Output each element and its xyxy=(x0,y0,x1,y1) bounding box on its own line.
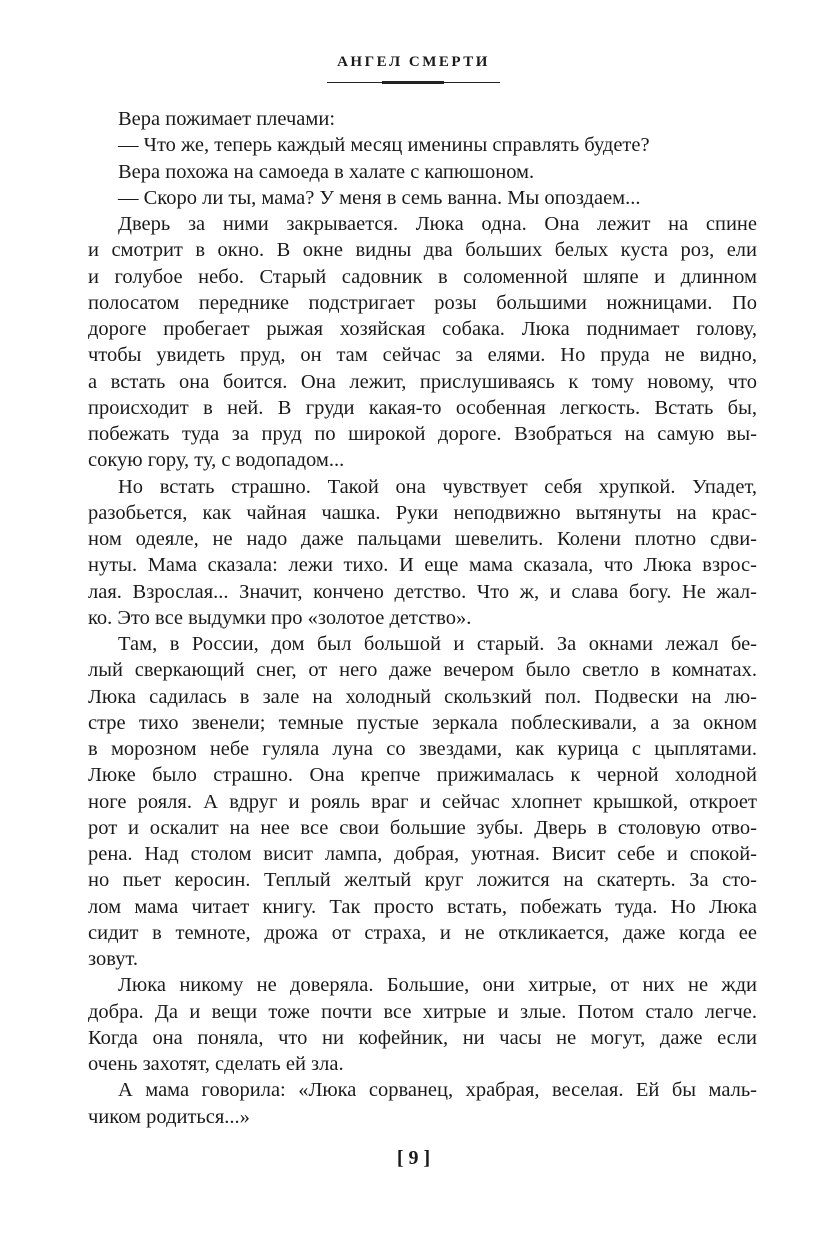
header-rule-ornament xyxy=(382,81,444,84)
paragraph xyxy=(88,132,757,158)
text-line: но пьет керосин. Теплый желтый круг ложится на скатерть. За сто- xyxy=(88,869,757,892)
text-line: и смотрит в окно. В окне видны два больших белых куста роз, ели xyxy=(88,239,757,262)
paragraph xyxy=(88,106,757,132)
text-line: и голубое небо. Старый садовник в соломенной шляпе и длинном xyxy=(88,265,757,288)
paragraph xyxy=(88,631,757,972)
text-line: ко. Это все выдумки про «золотое детство». xyxy=(88,606,472,629)
text-line: лом мама читает книгу. Так просто встать, побежать туда. Но Люка xyxy=(88,895,757,918)
text-line: ном одеяле, не надо даже пальцами шевелить. Колени плотно сдви- xyxy=(88,528,757,550)
text-line: Вера похожа на самоеда в халате с капюшоном. xyxy=(118,160,535,183)
text-line: дороге пробегает рыжая хозяйская собака. Люка поднимает голову, xyxy=(88,318,757,340)
text-line: сидит в темноте, дрожа от страха, и не откликается, даже когда ее xyxy=(88,921,757,944)
text-line: Там, в России, дом был большой и старый. За окнами лежал бе- xyxy=(118,633,757,655)
text-line: Когда она поняла, что ни кофейник, ни часы не могут, даже если xyxy=(88,1026,757,1049)
paragraph xyxy=(88,1077,757,1130)
text-line: разобьется, как чайная чашка. Руки неподвижно вытянуты на крас- xyxy=(88,501,757,524)
text-line: — Что же, теперь каждый месяц именины справлять будете? xyxy=(118,134,650,157)
text-line: чтобы увидеть пруд, он там сейчас за елями. Но пруда не видно, xyxy=(88,344,757,367)
paragraph xyxy=(88,185,757,211)
text-line: Люка никому не доверяла. Большие, они хитрые, от них не жди xyxy=(118,974,757,997)
paragraph xyxy=(88,972,757,1077)
text-line: сокую гору, ту, с водопадом... xyxy=(88,449,345,472)
text-line: Дверь за ними закрывается. Люка одна. Она лежит на спине xyxy=(118,213,757,235)
text-line: рот и оскалит на нее все свои большие зубы. Дверь в столовую отво- xyxy=(88,816,757,839)
text-line: А мама говорила: «Люка сорванец, храбрая, веселая. Ей бы маль- xyxy=(118,1079,757,1102)
paragraph xyxy=(88,211,757,474)
text-line: Вера пожимает плечами: xyxy=(118,108,336,130)
text-line: стре тихо звенели; темные пустые зеркала поблескивали, а за окном xyxy=(88,711,757,734)
text-line: Люка садилась в зале на холодный скользкий пол. Подвески на лю- xyxy=(88,685,757,708)
text-line: а встать она боится. Она лежит, прислушиваясь к тому новому, что xyxy=(88,370,757,393)
text-line: Люке было страшно. Она крепче прижималась к черной холодной xyxy=(88,764,757,787)
text-line: зовут. xyxy=(88,948,138,970)
paragraph xyxy=(88,474,757,632)
text-line: происходит в ней. В груди какая-то особенная легкость. Встать бы, xyxy=(88,396,757,419)
text-line: Но встать страшно. Такой она чувствует себя хрупкой. Упадет, xyxy=(118,475,757,498)
text-line: — Скоро ли ты, мама? У меня в семь ванна. Мы опоздаем... xyxy=(118,186,641,209)
text-line: рена. Над столом висит лампа, добрая, уютная. Висит себе и спокой- xyxy=(88,843,757,865)
text-line: чиком родиться...» xyxy=(88,1105,250,1128)
text-line: очень захотят, сделать ей зла. xyxy=(88,1053,344,1075)
page-number: [ 9 ] xyxy=(396,1147,431,1169)
text-line: полосатом переднике подстригает розы большими ножницами. По xyxy=(88,291,757,314)
text-line: добра. Да и вещи тоже почти все хитрые и злые. Потом стало легче. xyxy=(88,1000,757,1023)
text-line: лый сверкающий снег, от него даже вечером было светло в комнатах. xyxy=(88,659,757,682)
text-line: ноге рояля. А вдруг и рояль враг и сейчас хлопнет крышкой, откроет xyxy=(88,790,757,813)
text-line: побежать туда за пруд по широкой дороге. Взобраться на самую вы- xyxy=(88,423,757,445)
text-line: лая. Взрослая... Значит, кончено детство. Что ж, и слава богу. Не жал- xyxy=(88,580,757,603)
paragraph xyxy=(88,159,757,185)
running-title: АНГЕЛ СМЕРТИ xyxy=(337,54,490,70)
text-line: в морозном небе гуляла луна со звездами, как курица с цыплятами. xyxy=(88,738,757,760)
body-text xyxy=(88,106,757,1130)
text-line: нуты. Мама сказала: лежи тихо. И еще мама сказала, что Люка взрос- xyxy=(88,554,757,577)
